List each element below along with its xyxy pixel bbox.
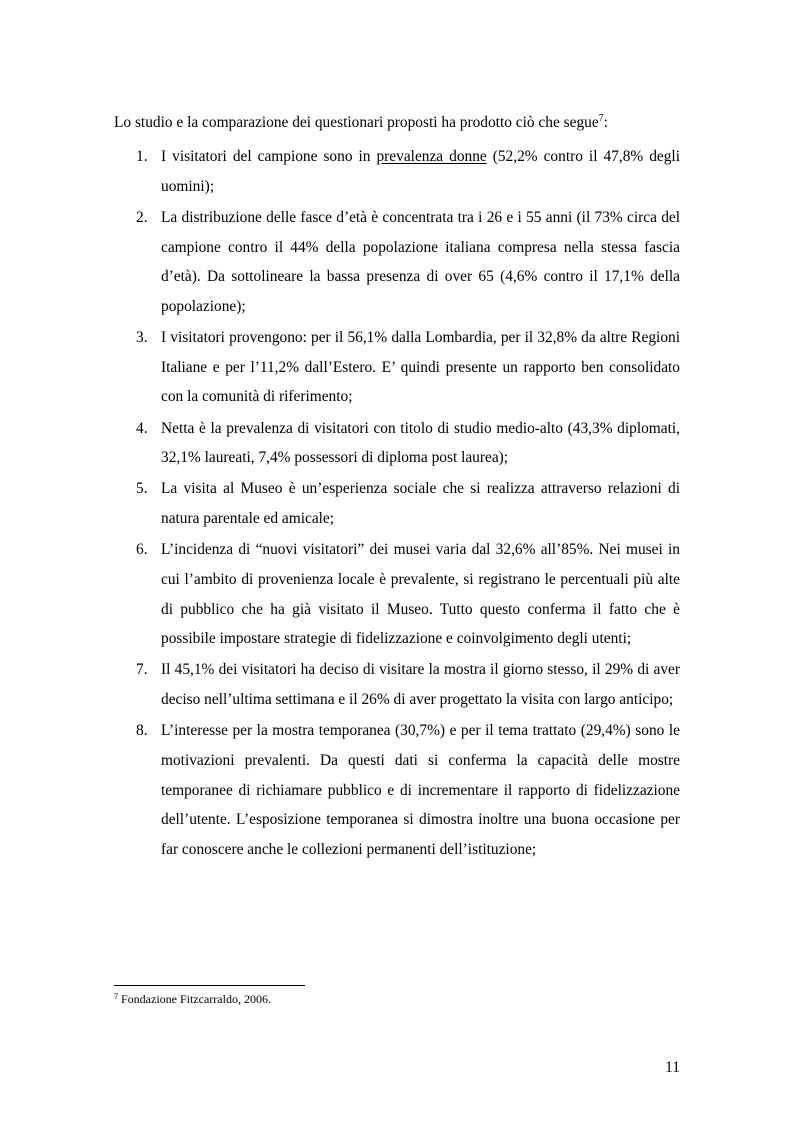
- footnote-mark: 7: [114, 992, 118, 1001]
- item-number: 8.: [136, 722, 148, 740]
- footnote-divider: [114, 985, 305, 986]
- intro-colon: :: [603, 114, 608, 131]
- intro-text: Lo studio e la comparazione dei questionari proposti ha prodotto ciò che segue: [114, 114, 599, 131]
- list-item: [0, 474, 794, 533]
- item-text: Il 45,1% dei visitatori ha deciso di visitare la mostra il giorno stesso, il 29% di aver deciso nell’ultima settimana e il 26% di aver progettato la visita con largo anticipo;: [161, 661, 680, 708]
- item-number: 4.: [136, 419, 148, 437]
- item-number: 6.: [136, 541, 148, 559]
- item-number: 7.: [136, 661, 148, 679]
- item-text: I visitatori provengono: per il 56,1% dalla Lombardia, per il 32,8% da altre Regioni Italiane e per l’11,2% dall’Estero. E’ quindi presente un rapporto ben consolidato con la comunità di riferimento;: [161, 329, 680, 406]
- item-text: [161, 142, 680, 201]
- item-number: 5.: [136, 480, 148, 498]
- list-item: [0, 414, 794, 473]
- footnote: [114, 991, 271, 1007]
- list-item: [0, 716, 794, 865]
- underlined-phrase: prevalenza donne: [376, 148, 487, 165]
- intro-paragraph: [114, 113, 680, 133]
- item-text-after: (52,2% contro il 47,8% degli uomini);: [161, 148, 680, 195]
- footnote-text: Fondazione Fitzcarraldo, 2006.: [118, 992, 271, 1006]
- item-text: L’interesse per la mostra temporanea (30,7%) e per il tema trattato (29,4%) sono le motivazioni prevalenti. Da questi dati si conferma la capacità delle mostre temporanee di richiamare pubblico e di incrementare il rapporto di fidelizzazione dell’utente. L’esposizione temporanea si dimostra inoltre una buona occasione per far conoscere anche le collezioni permanenti dell’istituzione;: [161, 722, 680, 858]
- list-item: [0, 203, 794, 322]
- page-number: 11: [665, 1059, 680, 1076]
- item-text: La distribuzione delle fasce d’età è concentrata tra i 26 e i 55 anni (il 73% circa del campione contro il 44% della popolazione italiana compresa nella stessa fascia d’età). Da sottolineare la bassa presenza di over 65 (4,6% contro il 17,1% della popolazione);: [161, 208, 680, 315]
- item-text: Netta è la prevalenza di visitatori con titolo di studio medio-alto (43,3% diplomati, 32,1% laureati, 7,4% possessori di diploma post laurea);: [161, 419, 680, 467]
- findings-list: [0, 142, 794, 866]
- item-number: 3.: [136, 329, 148, 346]
- list-item: [0, 535, 794, 654]
- item-number: 1.: [136, 148, 148, 165]
- list-item: [0, 655, 794, 714]
- footnote-reference: 7: [598, 113, 604, 124]
- item-text: L’incidenza di “nuovi visitatori” dei musei varia dal 32,6% all’85%. Nei musei in cui l’ambito di provenienza locale è prevalente, si registrano le percentuali più alte di pubblico che ha già visitato il Museo. Tutto questo conferma il fatto che è possibile impostare strategie di fidelizzazione e coinvolgimento degli utenti;: [161, 541, 680, 648]
- item-number: 2.: [136, 208, 148, 226]
- item-text: La visita al Museo è un’esperienza sociale che si realizza attraverso relazioni di natura parentale ed amicale;: [161, 480, 680, 527]
- list-item: [0, 323, 794, 412]
- item-text-before: I visitatori del campione sono in: [161, 148, 377, 165]
- list-item: [0, 142, 794, 201]
